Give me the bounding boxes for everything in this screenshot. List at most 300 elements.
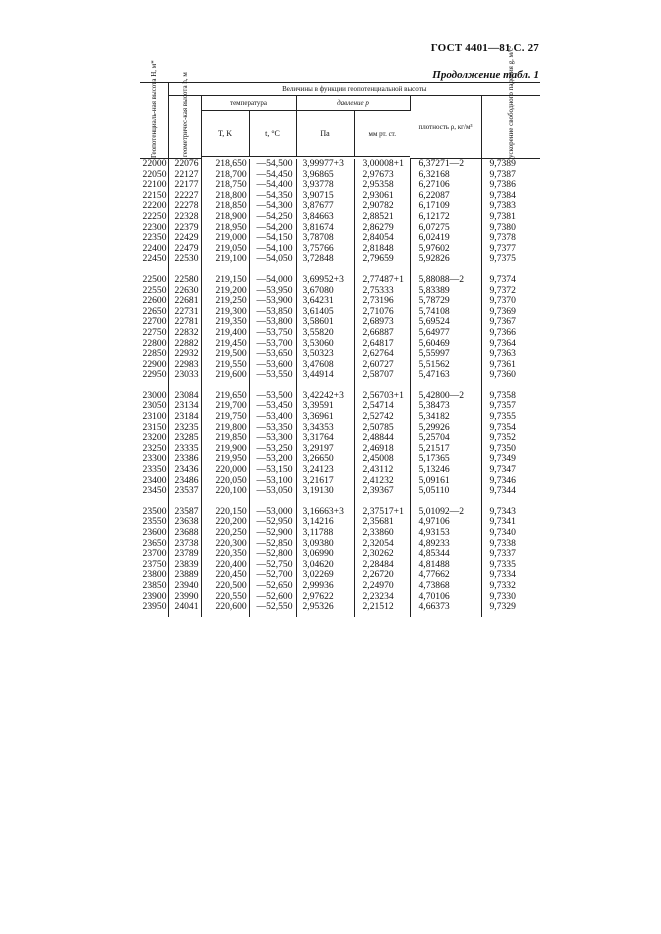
geopotential-height-cell: 22800	[140, 339, 168, 350]
geopotential-height-cell: 23950	[140, 602, 168, 617]
temperature-c-cell: —53,650	[249, 349, 296, 360]
density-cell: 4,85344	[410, 549, 481, 560]
temperature-c-cell: —53,700	[249, 339, 296, 350]
geopotential-height-cell: 23400	[140, 476, 168, 487]
temperature-k-cell: 219,400	[201, 328, 249, 339]
gravity-cell: 9,7377	[489, 242, 516, 254]
table-row	[140, 317, 540, 328]
pressure-group-header: давление p	[296, 96, 410, 111]
geometric-height-cell: 23638	[168, 517, 201, 528]
temperature-k-cell: 219,300	[201, 307, 249, 318]
temperature-k-cell: 220,000	[201, 465, 249, 476]
density-cell: 5,88088—2	[410, 275, 481, 286]
pressure-pa-cell: 3,16663+3	[296, 507, 354, 518]
temperature-k-cell: 219,950	[201, 454, 249, 465]
gravity-cell: 9,7384	[489, 189, 516, 201]
pressure-mmhg-cell: 2,37517+1	[354, 507, 410, 518]
geometric-height-cell: 23235	[168, 423, 201, 434]
pressure-mmhg-cell: 2,93061	[354, 191, 410, 202]
geometric-height-cell: 22177	[168, 180, 201, 191]
pressure-mmhg-cell: 2,32054	[354, 539, 410, 550]
temperature-c-cell: —52,750	[249, 560, 296, 571]
pressure-pa-cell: 3,53060	[296, 339, 354, 350]
pressure-mmhg-cell: 2,54714	[354, 401, 410, 412]
gravity-cell: 9,7360	[489, 369, 516, 381]
temperature-k-cell: 220,350	[201, 549, 249, 560]
temperature-k-cell: 219,900	[201, 444, 249, 455]
geometric-height-cell: 22832	[168, 328, 201, 339]
geometric-height-cell: 24041	[168, 602, 201, 617]
geometric-height-cell: 23789	[168, 549, 201, 560]
geometric-height-cell: 22983	[168, 360, 201, 371]
pressure-mmhg-cell: 2,24970	[354, 581, 410, 592]
density-cell: 5,47163	[410, 370, 481, 381]
pressure-mmhg-cell: 2,77487+1	[354, 275, 410, 286]
pressure-mmhg-cell: 2,73196	[354, 296, 410, 307]
table-row	[140, 401, 540, 412]
temperature-k-cell: 220,400	[201, 560, 249, 571]
gravity-cell: 9,7381	[489, 210, 516, 222]
pressure-pa-cell: 3,55820	[296, 328, 354, 339]
table-row	[140, 370, 540, 381]
density-cell: 6,32168	[410, 170, 481, 181]
temperature-c-cell: —53,350	[249, 423, 296, 434]
geometric-height-cell: 23839	[168, 560, 201, 571]
pressure-pa-cell: 3,29197	[296, 444, 354, 455]
geopotential-height-cell: 23250	[140, 444, 168, 455]
geometric-height-cell: 22278	[168, 201, 201, 212]
pressure-pa-cell: 3,21617	[296, 476, 354, 487]
temperature-c-cell: —53,750	[249, 328, 296, 339]
density-cell: 5,42800—2	[410, 391, 481, 402]
temperature-k-cell: 218,900	[201, 212, 249, 223]
geopotential-height-cell: 22050	[140, 170, 168, 181]
geopotential-height-cell: 22650	[140, 307, 168, 318]
pressure-mmhg-cell: 2,43112	[354, 465, 410, 476]
table-row	[140, 528, 540, 539]
temperature-c-cell: —54,200	[249, 223, 296, 234]
temperature-c-cell: —54,300	[249, 201, 296, 212]
geopotential-height-cell: 23150	[140, 423, 168, 434]
gravity-cell: 9,7364	[489, 337, 516, 349]
geopotential-height-cell: 23600	[140, 528, 168, 539]
pressure-pa-cell: 2,97622	[296, 592, 354, 603]
geopotential-height-cell: 23750	[140, 560, 168, 571]
pascal-header: Па	[296, 111, 354, 156]
gravity-cell: 9,7367	[489, 316, 516, 328]
density-cell: 4,93153	[410, 528, 481, 539]
density-cell: 5,51562	[410, 360, 481, 371]
table-row	[140, 476, 540, 487]
temperature-k-cell: 218,800	[201, 191, 249, 202]
pressure-pa-cell: 3,34353	[296, 423, 354, 434]
pressure-pa-cell: 2,95326	[296, 602, 354, 617]
temperature-k-cell: 218,700	[201, 170, 249, 181]
density-cell: 5,05110	[410, 486, 481, 497]
table-row	[140, 433, 540, 444]
temperature-k-cell: 219,350	[201, 317, 249, 328]
temperature-k-cell: 219,450	[201, 339, 249, 350]
pressure-mmhg-cell: 2,35681	[354, 517, 410, 528]
geopotential-height-cell: 23650	[140, 539, 168, 550]
table-row	[140, 223, 540, 234]
pressure-pa-cell: 3,99977+3	[296, 159, 354, 170]
pressure-mmhg-cell: 2,48844	[354, 433, 410, 444]
geometric-height-cell: 23537	[168, 486, 201, 497]
values-group-header: Величины в функции геопотенциальной высоты	[168, 83, 540, 96]
geopotential-height-cell: 22550	[140, 286, 168, 297]
pressure-mmhg-cell: 2,79659	[354, 254, 410, 265]
geometric-height-cell: 23738	[168, 539, 201, 550]
geopotential-height-cell: 23300	[140, 454, 168, 465]
geometric-height-cell: 22379	[168, 223, 201, 234]
temperature-k-cell: 218,650	[201, 159, 249, 170]
temperature-k-cell: 219,700	[201, 401, 249, 412]
pressure-pa-cell: 3,24123	[296, 465, 354, 476]
temperature-k-cell: 219,250	[201, 296, 249, 307]
temperature-k-cell: 219,500	[201, 349, 249, 360]
density-cell: 6,12172	[410, 212, 481, 223]
density-cell: 4,77662	[410, 570, 481, 581]
temperature-c-cell: —53,450	[249, 401, 296, 412]
pressure-pa-cell: 3,09380	[296, 539, 354, 550]
table-row	[140, 581, 540, 592]
gravity-cell: 9,7341	[489, 516, 516, 528]
geometric-height-cell: 23386	[168, 454, 201, 465]
temperature-c-cell: —54,250	[249, 212, 296, 223]
table-row	[140, 412, 540, 423]
density-cell: 4,81488	[410, 560, 481, 571]
table-row	[140, 286, 540, 297]
pressure-pa-cell: 3,69952+3	[296, 275, 354, 286]
geometric-height-cell: 23940	[168, 581, 201, 592]
table-row	[140, 307, 540, 318]
temperature-k-cell: 219,150	[201, 275, 249, 286]
density-cell: 5,34182	[410, 412, 481, 423]
temperature-k-cell: 218,950	[201, 223, 249, 234]
gravity-cell: 9,7372	[489, 284, 516, 296]
temperature-c-cell: —54,100	[249, 244, 296, 255]
geopotential-height-cell: 23500	[140, 507, 168, 518]
gravity-cell: 9,7386	[489, 179, 516, 191]
gravity-cell: 9,7332	[489, 579, 516, 591]
temperature-k-cell: 219,600	[201, 370, 249, 381]
geometric-height-cell: 22580	[168, 275, 201, 286]
geometric-height-cell: 22479	[168, 244, 201, 255]
table-row	[140, 233, 540, 244]
density-cell: 5,25704	[410, 433, 481, 444]
pressure-pa-cell: 3,26650	[296, 454, 354, 465]
pressure-pa-cell: 3,64231	[296, 296, 354, 307]
gravity-cell: 9,7344	[489, 485, 516, 497]
pressure-mmhg-cell: 2,45008	[354, 454, 410, 465]
geometric-height-cell: 23335	[168, 444, 201, 455]
geometric-height-cell: 22127	[168, 170, 201, 181]
pressure-pa-cell: 3,75766	[296, 244, 354, 255]
gravity-cell: 9,7334	[489, 569, 516, 581]
pressure-pa-cell: 3,50323	[296, 349, 354, 360]
table-body	[140, 159, 540, 617]
pressure-mmhg-cell: 3,00008+1	[354, 159, 410, 170]
temperature-k-cell: 220,450	[201, 570, 249, 581]
mmhg-header: мм рт. ст.	[354, 111, 410, 156]
temperature-k-cell: 219,050	[201, 244, 249, 255]
geopotential-height-cell: 22250	[140, 212, 168, 223]
gravity-cell: 9,7370	[489, 295, 516, 307]
pressure-mmhg-cell: 2,75333	[354, 286, 410, 297]
geopotential-height-cell: 22700	[140, 317, 168, 328]
density-cell: 5,21517	[410, 444, 481, 455]
geopotential-height-cell: 22950	[140, 370, 168, 381]
temperature-c-cell: —52,700	[249, 570, 296, 581]
gravity-cell: 9,7352	[489, 432, 516, 444]
pressure-mmhg-cell: 2,28484	[354, 560, 410, 571]
temperature-c-cell: —54,450	[249, 170, 296, 181]
page-header: ГОСТ 4401—81 С. 27	[430, 42, 539, 54]
geopotential-height-cell: 23850	[140, 581, 168, 592]
geopotential-height-cell: 22900	[140, 360, 168, 371]
geopotential-height-cell: 22100	[140, 180, 168, 191]
pressure-pa-cell: 3,72848	[296, 254, 354, 265]
temperature-c-cell: —54,350	[249, 191, 296, 202]
pressure-mmhg-cell: 2,95358	[354, 180, 410, 191]
table-row	[140, 517, 540, 528]
temperature-c-cell: —53,300	[249, 433, 296, 444]
temperature-c-cell: —53,900	[249, 296, 296, 307]
temperature-k-cell: 219,100	[201, 254, 249, 265]
temperature-k-cell: 220,250	[201, 528, 249, 539]
density-cell: 4,66373	[410, 602, 481, 617]
table-row	[140, 560, 540, 571]
pressure-pa-cell: 3,67080	[296, 286, 354, 297]
pressure-pa-cell: 3,14216	[296, 517, 354, 528]
gravity-cell: 9,7358	[489, 389, 516, 401]
pressure-pa-cell: 3,04620	[296, 560, 354, 571]
pressure-pa-cell: 3,47608	[296, 360, 354, 371]
geometric-height-cell: 22882	[168, 339, 201, 350]
geometric-height-cell: 23285	[168, 433, 201, 444]
pressure-mmhg-cell: 2,97673	[354, 170, 410, 181]
table-row	[140, 391, 540, 402]
geometric-height-cell: 22429	[168, 233, 201, 244]
pressure-mmhg-cell: 2,68973	[354, 317, 410, 328]
geopotential-height-cell: 22450	[140, 254, 168, 265]
pressure-mmhg-cell: 2,41232	[354, 476, 410, 487]
density-cell: 5,64977	[410, 328, 481, 339]
temperature-c-cell: —53,150	[249, 465, 296, 476]
temperature-c-cell: —52,950	[249, 517, 296, 528]
density-cell: 5,69524	[410, 317, 481, 328]
geometric-height-cell: 22731	[168, 307, 201, 318]
temperature-c-cell: —54,400	[249, 180, 296, 191]
gravity-cell: 9,7366	[489, 326, 516, 338]
pressure-mmhg-cell: 2,21512	[354, 602, 410, 617]
density-cell: 5,55997	[410, 349, 481, 360]
temperature-c-cell: —52,650	[249, 581, 296, 592]
gravity-cell: 9,7349	[489, 453, 516, 465]
temperature-k-cell: 219,550	[201, 360, 249, 371]
pressure-mmhg-cell: 2,81848	[354, 244, 410, 255]
temperature-c-cell: —53,500	[249, 391, 296, 402]
gravity-cell: 9,7375	[489, 253, 516, 265]
temperature-c-cell: —53,800	[249, 317, 296, 328]
temperature-k-cell: 220,150	[201, 507, 249, 518]
temperature-c-cell: —53,000	[249, 507, 296, 518]
gravity-cell: 9,7369	[489, 305, 516, 317]
geometric-height-cell: 22781	[168, 317, 201, 328]
temperature-c-cell: —53,250	[249, 444, 296, 455]
pressure-mmhg-cell: 2,56703+1	[354, 391, 410, 402]
pressure-mmhg-cell: 2,66887	[354, 328, 410, 339]
pressure-pa-cell: 3,93778	[296, 180, 354, 191]
geopotential-height-cell: 23700	[140, 549, 168, 560]
density-cell: 5,60469	[410, 339, 481, 350]
table-row	[140, 486, 540, 497]
pressure-mmhg-cell: 2,84054	[354, 233, 410, 244]
geopotential-height-cell: 23000	[140, 391, 168, 402]
pressure-mmhg-cell: 2,60727	[354, 360, 410, 371]
geopotential-height-cell: 23200	[140, 433, 168, 444]
density-cell: 5,17365	[410, 454, 481, 465]
pressure-pa-cell: 3,90715	[296, 191, 354, 202]
pressure-mmhg-cell: 2,58707	[354, 370, 410, 381]
geopotential-height-cell: 23350	[140, 465, 168, 476]
temperature-c-cell: —53,600	[249, 360, 296, 371]
t-celsius-header: t, °C	[249, 111, 296, 156]
geometric-height-cell: 23184	[168, 412, 201, 423]
gravity-cell: 9,7374	[489, 273, 516, 285]
density-cell: 4,89233	[410, 539, 481, 550]
pressure-mmhg-cell: 2,90782	[354, 201, 410, 212]
temperature-k-cell: 220,550	[201, 592, 249, 603]
pressure-mmhg-cell: 2,23234	[354, 592, 410, 603]
density-cell: 5,29926	[410, 423, 481, 434]
T-kelvin-header: T, K	[201, 111, 249, 156]
geopotential-height-cell: 23050	[140, 401, 168, 412]
gravity-cell: 9,7355	[489, 411, 516, 423]
temperature-k-cell: 220,300	[201, 539, 249, 550]
temperature-k-cell: 219,200	[201, 286, 249, 297]
gravity-cell: 9,7387	[489, 168, 516, 180]
temperature-k-cell: 220,100	[201, 486, 249, 497]
geopotential-height-cell: 23550	[140, 517, 168, 528]
geometric-height-header: геометричес-кая высота h, м	[168, 96, 201, 159]
gravity-cell: 9,7354	[489, 421, 516, 433]
temperature-k-cell: 219,000	[201, 233, 249, 244]
geopotential-height-cell: 23800	[140, 570, 168, 581]
geopotential-height-cell: 23900	[140, 592, 168, 603]
density-cell: 6,22087	[410, 191, 481, 202]
table-row	[140, 507, 540, 518]
table-row	[140, 275, 540, 286]
gravity-cell: 9,7357	[489, 400, 516, 412]
pressure-pa-cell: 3,42242+3	[296, 391, 354, 402]
temperature-k-cell: 220,500	[201, 581, 249, 592]
temperature-group-header: температура	[201, 96, 296, 111]
density-cell: 5,01092—2	[410, 507, 481, 518]
geometric-height-cell: 23688	[168, 528, 201, 539]
pressure-pa-cell: 3,61405	[296, 307, 354, 318]
geometric-height-cell: 22530	[168, 254, 201, 265]
density-cell: 5,09161	[410, 476, 481, 487]
density-cell: 5,78729	[410, 296, 481, 307]
table-row	[140, 360, 540, 371]
table-row	[140, 549, 540, 560]
density-cell: 5,97602	[410, 244, 481, 255]
density-cell: 5,74108	[410, 307, 481, 318]
geometric-height-cell: 22076	[168, 159, 201, 170]
pressure-pa-cell: 3,78708	[296, 233, 354, 244]
gravity-cell: 9,7340	[489, 527, 516, 538]
geometric-height-cell: 23990	[168, 592, 201, 603]
temperature-c-cell: —54,150	[249, 233, 296, 244]
gravity-cell: 9,7380	[489, 221, 516, 233]
table-row	[140, 159, 540, 170]
temperature-k-cell: 219,750	[201, 412, 249, 423]
temperature-c-cell: —53,050	[249, 486, 296, 497]
temperature-c-cell: —53,200	[249, 454, 296, 465]
temperature-k-cell: 218,750	[201, 180, 249, 191]
geopotential-height-cell: 22000	[140, 159, 168, 170]
temperature-c-cell: —52,550	[249, 602, 296, 617]
geometric-height-cell: 23486	[168, 476, 201, 487]
temperature-k-cell: 220,200	[201, 517, 249, 528]
gravity-cell: 9,7378	[489, 232, 516, 244]
gravity-header: ускорение свободного падения g, м/с²	[481, 96, 540, 159]
density-cell: 6,17109	[410, 201, 481, 212]
gravity-cell: 9,7361	[489, 358, 516, 370]
temperature-k-cell: 220,600	[201, 602, 249, 617]
temperature-c-cell: —54,050	[249, 254, 296, 265]
table-row	[140, 244, 540, 255]
geopotential-height-cell: 22300	[140, 223, 168, 234]
table-row	[140, 602, 540, 617]
geopotential-height-header: Геопотенциаль-ная высота H, м*	[140, 83, 168, 159]
pressure-mmhg-cell: 2,39367	[354, 486, 410, 497]
pressure-mmhg-cell: 2,62764	[354, 349, 410, 360]
temperature-c-cell: —53,100	[249, 476, 296, 487]
temperature-c-cell: —54,000	[249, 275, 296, 286]
table-continuation-label: Продолжение табл. 1	[432, 69, 539, 81]
geometric-height-cell: 22681	[168, 296, 201, 307]
density-cell: 6,02419	[410, 233, 481, 244]
geometric-height-cell: 23587	[168, 507, 201, 518]
temperature-c-cell: —52,850	[249, 539, 296, 550]
geopotential-height-cell: 22750	[140, 328, 168, 339]
density-cell: 6,37271—2	[410, 159, 481, 170]
pressure-mmhg-cell: 2,88521	[354, 212, 410, 223]
geometric-height-cell: 23033	[168, 370, 201, 381]
table-row	[140, 454, 540, 465]
pressure-mmhg-cell: 2,46918	[354, 444, 410, 455]
temperature-c-cell: —52,600	[249, 592, 296, 603]
temperature-c-cell: —53,550	[249, 370, 296, 381]
table-row	[140, 201, 540, 212]
table-row	[140, 444, 540, 455]
temperature-c-cell: —52,900	[249, 528, 296, 539]
table-row	[140, 170, 540, 181]
table-row	[140, 465, 540, 476]
table-row	[140, 423, 540, 434]
temperature-k-cell: 219,800	[201, 423, 249, 434]
pressure-mmhg-cell: 2,33860	[354, 528, 410, 539]
geopotential-height-cell: 23450	[140, 486, 168, 497]
geopotential-height-cell: 22500	[140, 275, 168, 286]
gravity-cell: 9,7350	[489, 442, 516, 454]
gravity-cell: 9,7363	[489, 348, 516, 360]
pressure-pa-cell: 3,87677	[296, 201, 354, 212]
density-header: плотность ρ, кг/м³	[410, 96, 481, 159]
